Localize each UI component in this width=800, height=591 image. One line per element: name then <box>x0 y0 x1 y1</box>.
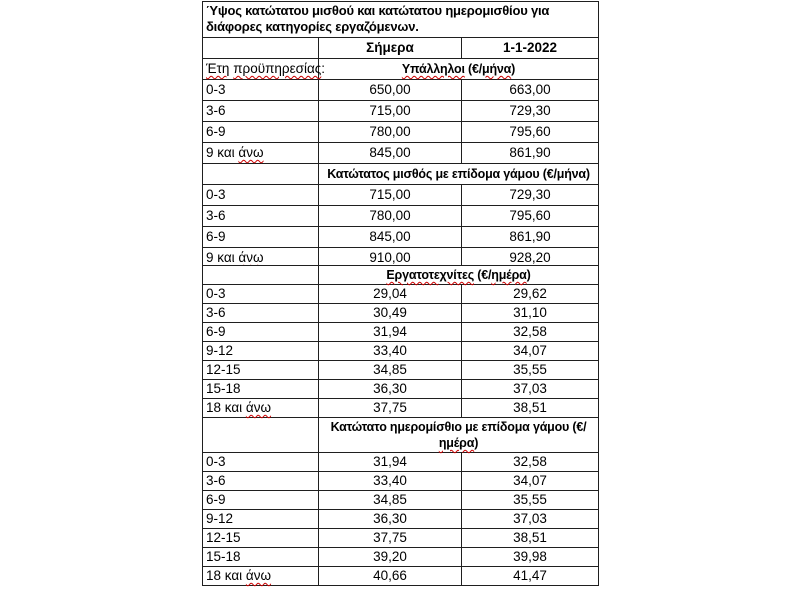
value-2022: 795,60 <box>462 122 599 143</box>
value-2022: 795,60 <box>462 206 599 227</box>
monthly-wage-table <box>202 1 599 269</box>
row-label: 3-6 <box>203 101 319 122</box>
spellcheck-squiggle: προϋπηρεσίας <box>233 61 322 76</box>
value-today: 715,00 <box>319 101 462 122</box>
spellcheck-squiggle: Εργατοτεχνίτες <box>386 268 474 282</box>
table-row <box>203 323 599 342</box>
spellcheck-squiggle: άνω <box>238 145 264 160</box>
row-label: 6-9 <box>203 122 319 143</box>
row-label: 0-3 <box>203 453 319 472</box>
empty-label-cell <box>203 164 319 185</box>
table-row <box>203 472 599 491</box>
value-today: 31,94 <box>319 453 462 472</box>
value-today: 34,85 <box>319 491 462 510</box>
row-label: 15-18 <box>203 380 319 399</box>
spellcheck-squiggle: άνω <box>245 400 272 415</box>
value-2022: 861,90 <box>462 227 599 248</box>
value-today: 33,40 <box>319 472 462 491</box>
section-header: Εργατοτεχνίτες (€/ημέρα) <box>319 266 599 285</box>
row-label: 6-9 <box>203 491 319 510</box>
row-label: 18 και άνω <box>203 567 319 586</box>
value-2022: 928,20 <box>462 248 599 269</box>
table-row <box>203 285 599 304</box>
section-header-row <box>203 59 599 80</box>
table-row <box>203 304 599 323</box>
value-today: 780,00 <box>319 122 462 143</box>
value-2022: 729,30 <box>462 185 599 206</box>
section-header-row <box>203 164 599 185</box>
value-today: 33,40 <box>319 342 462 361</box>
value-2022: 861,90 <box>462 143 599 164</box>
value-today: 910,00 <box>319 248 462 269</box>
row-label: 9 και άνω <box>203 248 319 269</box>
table-row <box>203 206 599 227</box>
row-label: 18 και άνω <box>203 399 319 418</box>
row-label: 12-15 <box>203 529 319 548</box>
row-label: 12-15 <box>203 361 319 380</box>
table-row <box>203 548 599 567</box>
empty-label-cell <box>203 266 319 285</box>
table-title-row <box>203 2 599 38</box>
spellcheck-squiggle: Έτη <box>206 61 230 76</box>
value-today: 36,30 <box>319 510 462 529</box>
column-header-today: Σήμερα <box>319 38 462 59</box>
value-2022: 34,07 <box>462 472 599 491</box>
table-row <box>203 227 599 248</box>
value-today: 650,00 <box>319 80 462 101</box>
section-header-row <box>203 418 599 453</box>
table-row <box>203 510 599 529</box>
row-label: 9 και άνω <box>203 143 319 164</box>
value-2022: 31,10 <box>462 304 599 323</box>
value-today: 37,75 <box>319 529 462 548</box>
value-today: 715,00 <box>319 185 462 206</box>
row-label: 0-3 <box>203 285 319 304</box>
value-2022: 37,03 <box>462 380 599 399</box>
value-2022: 29,62 <box>462 285 599 304</box>
spellcheck-squiggle: ημέρα <box>438 436 475 450</box>
row-label: 9-12 <box>203 510 319 529</box>
table-row <box>203 342 599 361</box>
value-2022: 41,47 <box>462 567 599 586</box>
value-today: 845,00 <box>319 227 462 248</box>
value-2022: 32,58 <box>462 453 599 472</box>
value-today: 37,75 <box>319 399 462 418</box>
table-row <box>203 399 599 418</box>
value-2022: 38,51 <box>462 399 599 418</box>
value-2022: 39,98 <box>462 548 599 567</box>
value-today: 30,49 <box>319 304 462 323</box>
value-today: 845,00 <box>319 143 462 164</box>
value-today: 39,20 <box>319 548 462 567</box>
value-today: 780,00 <box>319 206 462 227</box>
section-header: Υπάλληλοι (€/μήνα) <box>319 59 599 80</box>
value-2022: 35,55 <box>462 361 599 380</box>
spellcheck-squiggle: μήνα <box>482 62 512 76</box>
row-label: 3-6 <box>203 206 319 227</box>
value-today: 34,85 <box>319 361 462 380</box>
value-2022: 34,07 <box>462 342 599 361</box>
table-row <box>203 567 599 586</box>
table-title: Ύψος κατώτατου μισθού και κατώτατου ημερομισθίου για διάφορες κατηγορίες εργαζόμενων. <box>203 2 599 38</box>
table-row <box>203 80 599 101</box>
spellcheck-squiggle: άνω <box>238 250 264 265</box>
table-row <box>203 143 599 164</box>
row-label: 3-6 <box>203 472 319 491</box>
column-header-row <box>203 38 599 59</box>
empty-label-cell <box>203 418 319 453</box>
value-2022: 38,51 <box>462 529 599 548</box>
section-header: Κατώτατος μισθός με επίδομα γάμου (€/μήνα) <box>319 164 599 185</box>
table-row <box>203 185 599 206</box>
value-2022: 663,00 <box>462 80 599 101</box>
empty-corner-cell <box>203 38 319 59</box>
years-of-service-label: Έτη προϋπηρεσίας: <box>203 59 319 80</box>
spellcheck-squiggle: ημέρα <box>491 268 527 282</box>
spellcheck-squiggle: άνω <box>245 568 272 583</box>
table-row <box>203 491 599 510</box>
section-header-row <box>203 266 599 285</box>
value-today: 36,30 <box>319 380 462 399</box>
row-label: 6-9 <box>203 323 319 342</box>
value-2022: 729,30 <box>462 101 599 122</box>
row-label: 9-12 <box>203 342 319 361</box>
value-2022: 32,58 <box>462 323 599 342</box>
value-2022: 35,55 <box>462 491 599 510</box>
row-label: 3-6 <box>203 304 319 323</box>
value-today: 31,94 <box>319 323 462 342</box>
section-header: Κατώτατο ημερομίσθιο με επίδομα γάμου (€/ημέρα) <box>319 418 599 453</box>
row-label: 0-3 <box>203 185 319 206</box>
daily-wage-table <box>202 265 599 586</box>
table-row <box>203 361 599 380</box>
table-row <box>203 453 599 472</box>
row-label: 15-18 <box>203 548 319 567</box>
row-label: 6-9 <box>203 227 319 248</box>
column-header-date: 1-1-2022 <box>462 38 599 59</box>
table-row <box>203 380 599 399</box>
row-label: 0-3 <box>203 80 319 101</box>
value-2022: 37,03 <box>462 510 599 529</box>
table-row <box>203 122 599 143</box>
table-row <box>203 101 599 122</box>
value-today: 29,04 <box>319 285 462 304</box>
table-row <box>203 529 599 548</box>
value-today: 40,66 <box>319 567 462 586</box>
spellcheck-squiggle: Υπάλληλοι <box>401 62 465 76</box>
